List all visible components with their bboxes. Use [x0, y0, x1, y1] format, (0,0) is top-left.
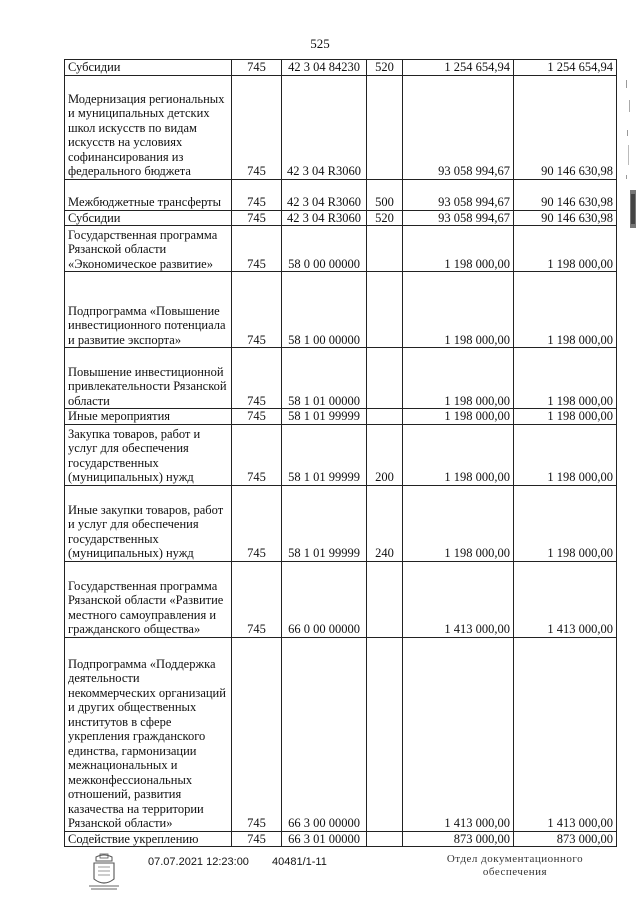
row-amount-2: 873 000,00: [514, 831, 617, 847]
row-amount-2: 1 198 000,00: [514, 485, 617, 561]
row-name: Подпрограмма «Повышение инвестиционного потенциала и развитие экспорта»: [65, 272, 232, 348]
row-name: Государственная программа Рязанской области «Экономическое развитие»: [65, 226, 232, 272]
table-row: [65, 409, 617, 425]
registration-number: 40481/1-11: [272, 856, 327, 868]
row-vr: [367, 637, 403, 831]
row-vr: 240: [367, 485, 403, 561]
row-amount-1: 1 254 654,94: [403, 60, 514, 76]
row-csr: 66 3 00 00000: [282, 637, 367, 831]
row-amount-1: 1 198 000,00: [403, 424, 514, 485]
row-csr: 42 3 04 R3060: [282, 210, 367, 226]
row-name: Субсидии: [65, 60, 232, 76]
table-row: [65, 272, 617, 348]
scan-edge-marks: [624, 70, 638, 320]
table-row: [65, 226, 617, 272]
row-vr: [367, 831, 403, 847]
row-vr: 520: [367, 210, 403, 226]
table-row: [65, 75, 617, 179]
row-vr: [367, 226, 403, 272]
row-name: Содействие укреплению: [65, 831, 232, 847]
row-gr: 745: [232, 210, 282, 226]
row-gr: 745: [232, 831, 282, 847]
row-name: Иные закупки товаров, работ и услуг для обеспечения государственных (муниципальных) нужд: [65, 485, 232, 561]
row-csr: 58 0 00 00000: [282, 226, 367, 272]
row-name: Модернизация региональных и муниципальных детских школ искусств по видам искусств на условиях софинансирования из федерального бюджета: [65, 75, 232, 179]
row-amount-2: 1 198 000,00: [514, 348, 617, 409]
row-amount-2: 1 198 000,00: [514, 424, 617, 485]
row-amount-2: 1 198 000,00: [514, 272, 617, 348]
row-vr: [367, 272, 403, 348]
row-name: Иные мероприятия: [65, 409, 232, 425]
row-csr: 66 0 00 00000: [282, 561, 367, 637]
row-amount-1: 1 198 000,00: [403, 226, 514, 272]
row-amount-2: 1 254 654,94: [514, 60, 617, 76]
row-name: Межбюджетные трансферты: [65, 179, 232, 210]
row-amount-1: 1 198 000,00: [403, 409, 514, 425]
row-amount-1: 1 198 000,00: [403, 272, 514, 348]
row-amount-2: 1 198 000,00: [514, 409, 617, 425]
table-row: [65, 179, 617, 210]
row-vr: 520: [367, 60, 403, 76]
row-vr: [367, 75, 403, 179]
scan-edge-marks-graphic: [624, 70, 638, 320]
row-csr: 58 1 01 99999: [282, 424, 367, 485]
row-name: Государственная программа Рязанской области «Развитие местного самоуправления и гражданского общества»: [65, 561, 232, 637]
row-gr: 745: [232, 348, 282, 409]
row-amount-1: 1 413 000,00: [403, 561, 514, 637]
row-amount-1: 1 198 000,00: [403, 485, 514, 561]
row-amount-2: 1 413 000,00: [514, 561, 617, 637]
row-vr: [367, 561, 403, 637]
row-amount-1: 1 413 000,00: [403, 637, 514, 831]
row-amount-2: 90 146 630,98: [514, 179, 617, 210]
row-csr: 58 1 01 99999: [282, 409, 367, 425]
row-gr: 745: [232, 424, 282, 485]
row-gr: 745: [232, 485, 282, 561]
table-row: [65, 60, 617, 76]
page-number: 525: [310, 36, 330, 51]
row-csr: 42 3 04 84230: [282, 60, 367, 76]
row-gr: 745: [232, 179, 282, 210]
row-gr: 745: [232, 272, 282, 348]
row-csr: 58 1 01 00000: [282, 348, 367, 409]
row-gr: 745: [232, 226, 282, 272]
row-csr: 42 3 04 R3060: [282, 75, 367, 179]
row-amount-2: 90 146 630,98: [514, 75, 617, 179]
row-amount-1: 93 058 994,67: [403, 75, 514, 179]
row-amount-2: 1 198 000,00: [514, 226, 617, 272]
registration-datetime: 07.07.2021 12:23:00: [148, 856, 249, 868]
row-vr: 200: [367, 424, 403, 485]
row-amount-2: 90 146 630,98: [514, 210, 617, 226]
row-vr: 500: [367, 179, 403, 210]
row-amount-1: 93 058 994,67: [403, 210, 514, 226]
table-row: [65, 637, 617, 831]
row-csr: 42 3 04 R3060: [282, 179, 367, 210]
table-row: [65, 561, 617, 637]
table-row: [65, 831, 617, 847]
row-name: Подпрограмма «Поддержка деятельности некоммерческих организаций и других общественных институтов в сфере укрепления гражданского единства, гармонизации межнациональных и межконфессиональных отношений, развития казачества на территории Рязанской области»: [65, 637, 232, 831]
table-row: [65, 485, 617, 561]
table-row: [65, 348, 617, 409]
row-csr: 58 1 00 00000: [282, 272, 367, 348]
row-gr: 745: [232, 75, 282, 179]
row-gr: 745: [232, 561, 282, 637]
footer: [0, 853, 640, 905]
row-name: Повышение инвестиционной привлекательности Рязанской области: [65, 348, 232, 409]
row-name: Субсидии: [65, 210, 232, 226]
table-row: [65, 424, 617, 485]
row-vr: [367, 409, 403, 425]
row-csr: 58 1 01 99999: [282, 485, 367, 561]
row-amount-1: 93 058 994,67: [403, 179, 514, 210]
table-row: [65, 210, 617, 226]
coat-of-arms-emblem: [86, 853, 122, 891]
row-gr: 745: [232, 409, 282, 425]
budget-table: [64, 59, 617, 847]
row-amount-1: 873 000,00: [403, 831, 514, 847]
row-vr: [367, 348, 403, 409]
row-gr: 745: [232, 60, 282, 76]
row-amount-1: 1 198 000,00: [403, 348, 514, 409]
row-name: Закупка товаров, работ и услуг для обеспечения государственных (муниципальных) нужд: [65, 424, 232, 485]
department-stamp: Отдел документационного обеспечения: [446, 853, 584, 878]
row-csr: 66 3 01 00000: [282, 831, 367, 847]
row-gr: 745: [232, 637, 282, 831]
row-amount-2: 1 413 000,00: [514, 637, 617, 831]
